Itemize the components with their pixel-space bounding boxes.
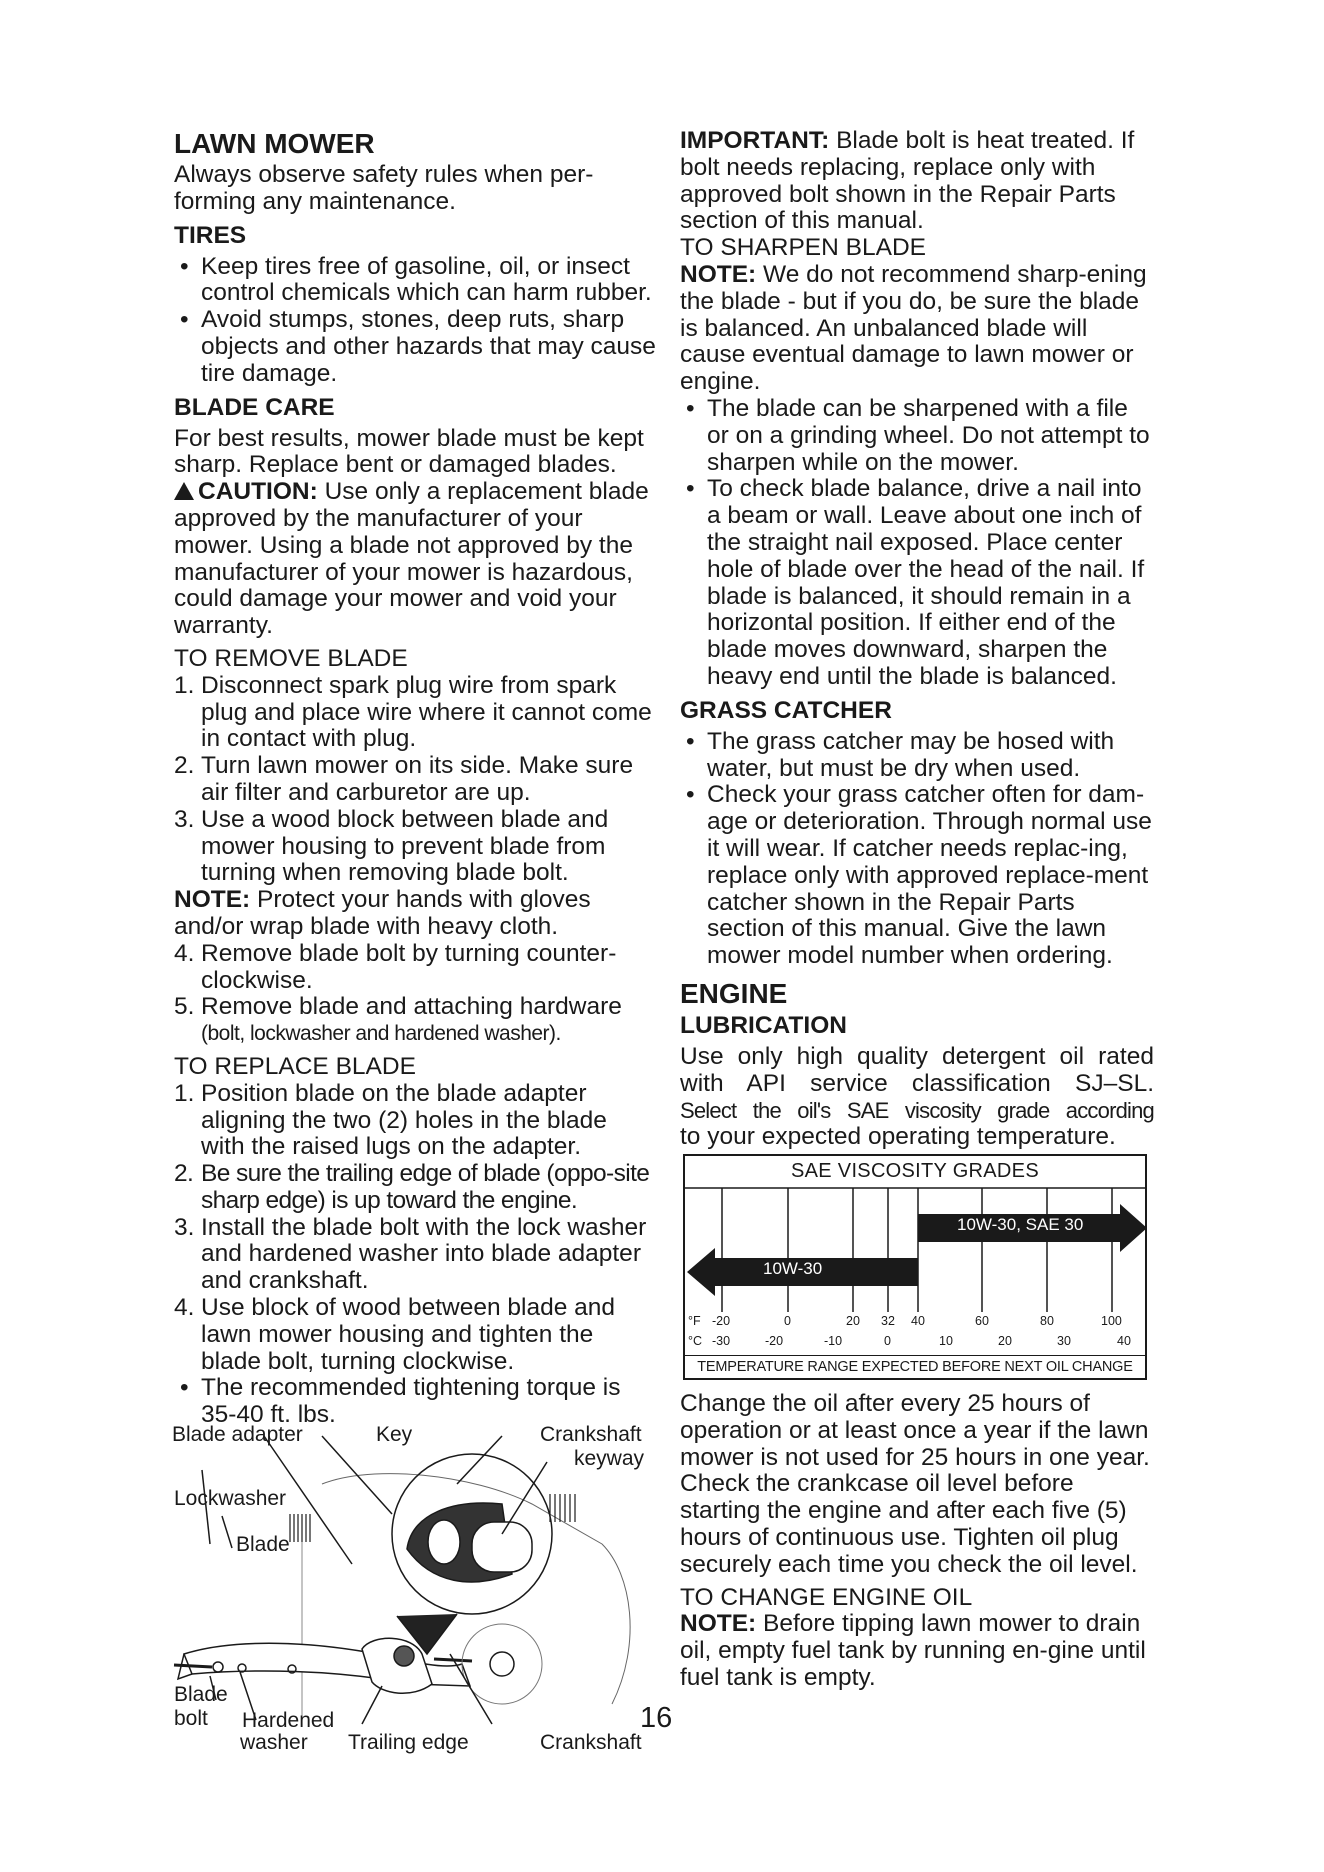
c-tick: 30 (1057, 1334, 1071, 1348)
key-label: Key (376, 1423, 413, 1446)
bar-10w30-sae30-label: 10W-30, SAE 30 (957, 1215, 1084, 1234)
blade-bolt-label-1: Blade (174, 1683, 228, 1706)
sharpen-note-text: We do not recommend sharp-ening the blade - but if you do, be sure the blade is balanced. An unbalanced blade will cause eventual damage to lawn mower or engine. (680, 260, 1147, 396)
list-item: 2. Be sure the trailing edge of blade (oppo-site sharp edge) is up toward the engine. (174, 1160, 650, 1214)
list-item: (bolt, lockwasher and hardened washer). (201, 1022, 561, 1046)
hardened-washer-label-1: Hardened (242, 1709, 335, 1732)
list-item: • The grass catcher may be hosed with water, but must be dry when used. (686, 727, 1115, 782)
list-item: • The recommended tightening torque is 35-40 ft. lbs. (180, 1374, 621, 1429)
f-tick: 20 (846, 1314, 860, 1328)
change-oil-heading: TO CHANGE ENGINE OIL (680, 1583, 973, 1611)
blade-care-heading: BLADE CARE (174, 393, 335, 421)
note-label: NOTE: (174, 886, 251, 914)
list-item: 4. Remove blade bolt by turning counter-clockwise. (174, 939, 617, 994)
change-oil-note-paragraph (680, 1611, 1154, 1691)
chart-footer: TEMPERATURE RANGE EXPECTED BEFORE NEXT OIL CHANGE (685, 1355, 1145, 1378)
f-tick: 60 (975, 1314, 989, 1328)
page-number: 16 (640, 1702, 673, 1734)
important-label: IMPORTANT: (680, 127, 830, 154)
c-tick: 10 (939, 1334, 953, 1348)
left-column (174, 128, 656, 1429)
torque-list (174, 1375, 656, 1429)
list-item: 4. Use block of wood between blade and lawn mower housing and tighten the blade bolt, turning clockwise. (174, 1294, 616, 1375)
list-item: • To check blade balance, drive a nail into a beam or wall. Leave about one inch of the straight nail exposed. Place center hole of blade over the head of the nail. If blade is balanced, it should remain in a horizontal position. If either end of the blade moves downward, sharpen the heavy end until the blade is balanced. (686, 475, 1145, 690)
remove-steps-a (174, 673, 656, 887)
blade-diagram-drawing (172, 1424, 648, 1744)
remove-blade-heading: TO REMOVE BLADE (174, 644, 408, 672)
lube-line-3: Select the oil's SAE viscosity grade according (680, 1097, 1154, 1123)
blade-care-text: For best results, mower blade must be kept sharp. Replace bent or damaged blades. (174, 424, 644, 479)
c-tick: -10 (824, 1334, 843, 1348)
change-oil-note-text: Before tipping lawn mower to drain oil, empty fuel tank by running en-gine until fuel tank is empty. (680, 1610, 1146, 1692)
note-label: NOTE: (680, 1610, 757, 1638)
blade-label: Blade (236, 1533, 290, 1556)
blade-assembly-diagram (172, 1423, 648, 1754)
grass-catcher-list (680, 729, 1154, 970)
crankshaft-keyway-label-1: Crankshaft (540, 1423, 642, 1446)
c-tick: 20 (998, 1334, 1012, 1348)
c-scale-label: °C (688, 1334, 703, 1348)
crankshaft-keyway-label-2: keyway (574, 1447, 645, 1470)
c-tick: -20 (765, 1334, 784, 1348)
list-item: 3. Install the blade bolt with the lock washer and hardened washer into blade adapter and crankshaft. (174, 1213, 647, 1295)
list-item: 1. Position blade on the blade adapter aligning the two (2) holes in the blade with the raised lugs on the adapter. (174, 1079, 607, 1161)
sharpen-list (680, 396, 1154, 691)
caution-text: Use only a replacement blade approved by the manufacturer of your mower. Using a blade not approved by the manufacturer of your mower is hazardous, could damage your mower and void your warranty. (174, 478, 649, 640)
lockwasher-label: Lockwasher (174, 1487, 287, 1510)
sharpen-note-paragraph (680, 262, 1154, 396)
engine-heading: ENGINE (680, 977, 788, 1009)
f-tick: 40 (911, 1314, 925, 1328)
caution-paragraph (174, 479, 656, 640)
grass-catcher-heading: GRASS CATCHER (680, 696, 892, 724)
c-tick: 40 (1117, 1334, 1131, 1348)
list-item: 1. Disconnect spark plug wire from spark plug and place wire where it cannot come in contact with plug. (174, 671, 652, 753)
chart-title: SAE VISCOSITY GRADES (791, 1160, 1039, 1182)
crankcase-text: Check the crankcase oil level before starting the engine and after each five (5) hours of continuous use. Tighten oil plug securely each time you check the oil level. (680, 1470, 1138, 1578)
sharpen-blade-heading: TO SHARPEN BLADE (680, 234, 926, 262)
f-tick: 100 (1101, 1314, 1122, 1328)
sae-viscosity-chart (683, 1154, 1147, 1380)
important-paragraph (680, 128, 1154, 235)
replace-blade-heading: TO REPLACE BLADE (174, 1052, 416, 1080)
warning-icon (174, 482, 194, 500)
right-column (680, 128, 1154, 1692)
f-tick: 80 (1040, 1314, 1054, 1328)
note-paragraph (174, 887, 656, 941)
note-text: Protect your hands with gloves and/or wrap blade with heavy cloth. (174, 886, 591, 940)
caution-label: CAUTION: (198, 478, 318, 506)
f-tick: 32 (881, 1314, 895, 1328)
remove-steps-b (174, 941, 656, 1048)
f-tick: 0 (784, 1314, 791, 1328)
lawn-mower-heading: LAWN MOWER (174, 128, 375, 159)
f-tick: -20 (712, 1314, 731, 1328)
blade-adapter-label: Blade adapter (172, 1423, 303, 1446)
lubrication-heading: LUBRICATION (680, 1011, 847, 1039)
tires-heading: TIRES (174, 221, 247, 249)
c-tick: -30 (712, 1334, 731, 1348)
note-label: NOTE: (680, 260, 757, 288)
list-item: 3. Use a wood block between blade and mower housing to prevent blade from turning when removing blade bolt. (174, 805, 609, 887)
f-scale-label: °F (688, 1314, 701, 1328)
trailing-edge-label: Trailing edge (348, 1731, 469, 1754)
lube-line-4: to your expected operating temperature. (680, 1123, 1116, 1151)
lube-line-2: with API service classification SJ–SL. (680, 1069, 1154, 1097)
intro-text: Always observe safety rules when per-forming any maintenance. (174, 161, 594, 215)
list-item: 5. Remove blade and attaching hardware (174, 993, 622, 1021)
replace-steps (174, 1081, 656, 1376)
lube-line-1: Use only high quality detergent oil rated (680, 1042, 1154, 1070)
bar-10w30-label: 10W-30 (763, 1259, 823, 1278)
hardened-washer-label-2: washer (240, 1731, 308, 1754)
c-tick: 0 (884, 1334, 891, 1348)
list-item: • The blade can be sharpened with a file or on a grinding wheel. Do not attempt to sharpen while on the mower. (686, 394, 1150, 476)
important-text: Blade bolt is heat treated. If bolt needs replacing, replace only with approved bolt shown in the Repair Parts section of this manual. (680, 127, 1135, 235)
list-item: 2. Turn lawn mower on its side. Make sure air filter and carburetor are up. (174, 752, 634, 806)
tires-list (174, 254, 656, 388)
crankshaft-label: Crankshaft (540, 1731, 642, 1754)
list-item: • Keep tires free of gasoline, oil, or insect control chemicals which can harm rubber. (180, 252, 652, 307)
list-item: • Avoid stumps, stones, deep ruts, sharp objects and other hazards that may cause tire damage. (180, 306, 656, 387)
list-item: • Check your grass catcher often for dam-age or deterioration. Through normal use it will wear. If catcher needs replac-ing, replace only with approved replace-ment catcher shown in the Repair Parts section of this manual. Give the lawn mower model number when ordering. (686, 781, 1152, 970)
oil-change-text: Change the oil after every 25 hours of operation or at least once a year if the lawn mower is not used for 25 hours in one year. (680, 1390, 1150, 1471)
blade-bolt-label-2: bolt (174, 1707, 208, 1730)
